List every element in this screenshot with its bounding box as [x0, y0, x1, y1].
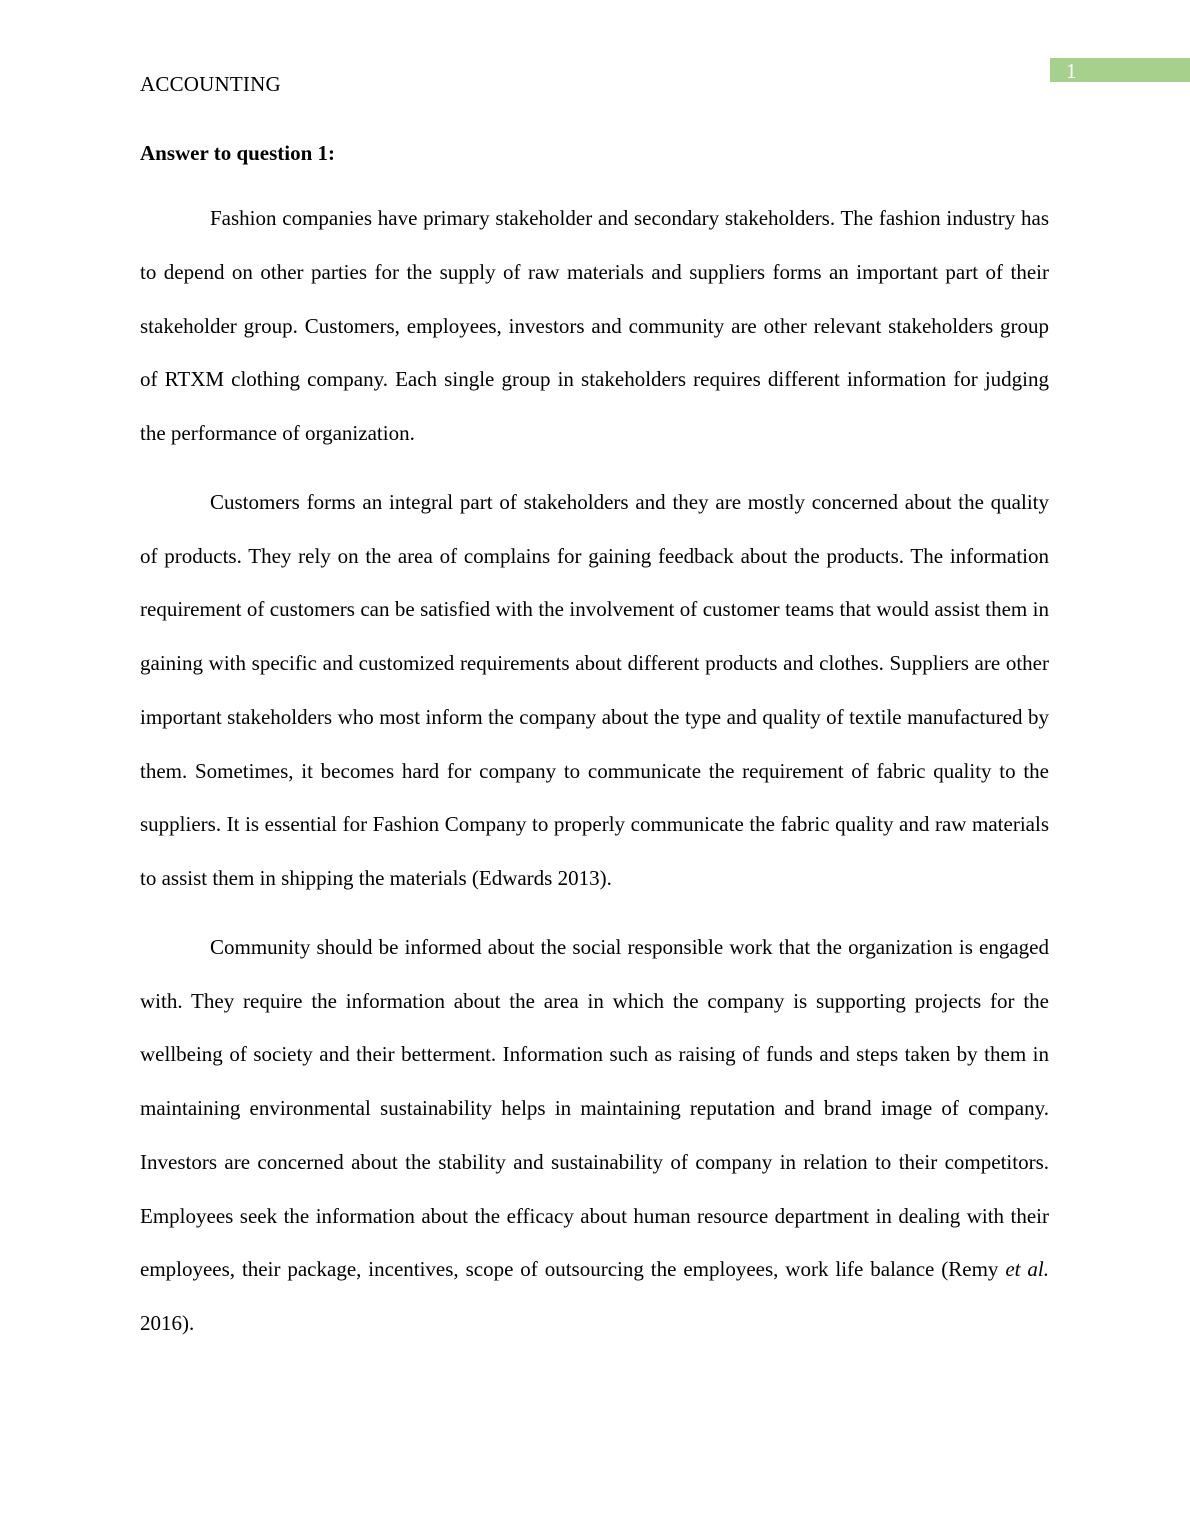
paragraph-text-before-citation: Community should be informed about the social responsible work that the organization is engaged with. They require the information about the area in which the company is supporting projects for the wellbeing of society and their betterment. Information such as raising of funds and steps taken by them in maintaining environmental sustainability helps in maintaining reputation and brand image of company. Investors are concerned about the stability and sustainability of company in relation to their competitors. Employees seek the information about the efficacy about human resource department in dealing with their employees, their package, incentives, scope of outsourcing the employees, work life balance (Remy — [140, 934, 1049, 1282]
paragraph-community-investors-employees — [140, 921, 1049, 1351]
paragraph-stakeholders-overview: Fashion companies have primary stakeholder and secondary stakeholders. The fashion industry has to depend on other parties for the supply of raw materials and suppliers forms an important part of their stakeholder group. Customers, employees, investors and community are other relevant stakeholders group of RTXM clothing company. Each single group in stakeholders requires different information for judging the performance of organization. — [140, 206, 1049, 445]
citation-et-al: et al. — [1005, 1257, 1049, 1282]
paragraph-customers-suppliers: Customers forms an integral part of stakeholders and they are mostly concerned about the quality of products. They rely on the area of complains for gaining feedback about the products. The information requirement of customers can be satisfied with the involvement of customer teams that would assist them in gaining with specific and customized requirements about different products and clothes. Suppliers are other important stakeholders who most inform the company about the type and quality of textile manufactured by them. Sometimes, it becomes hard for company to communicate the requirement of fabric quality to the suppliers. It is essential for Fashion Company to properly communicate the fabric quality and raw materials to assist them in shipping the materials (Edwards 2013). — [140, 489, 1049, 890]
section-heading: Answer to question 1: — [140, 141, 336, 165]
page-number: 1 — [1066, 59, 1077, 83]
document-body — [140, 138, 1049, 1351]
paragraph-text-after-citation: 2016). — [140, 1311, 195, 1335]
running-head: ACCOUNTING — [140, 72, 281, 96]
